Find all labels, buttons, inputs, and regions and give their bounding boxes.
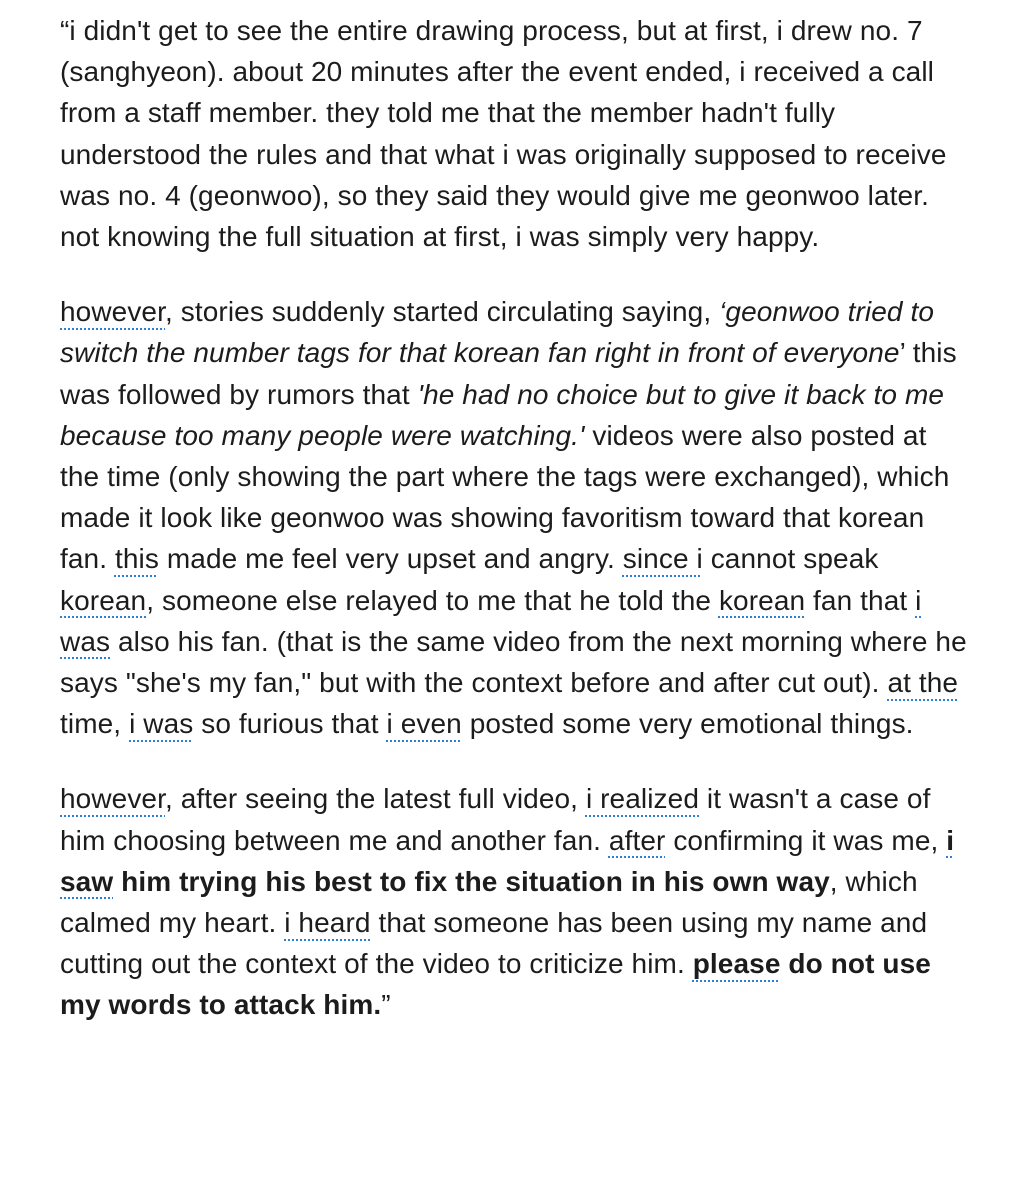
document-body <box>60 10 970 1026</box>
text-run: that someone has been using my name and cutting out the context of the video to criticize him. <box>60 907 928 980</box>
text-run: fan that <box>805 584 916 616</box>
text-run: it wasn't a case of him choosing between me and another fan. <box>60 783 931 856</box>
underlined-word: after <box>608 824 666 856</box>
text-run: also his fan. (that is the same video from the next morning where he says "she's my fan," but with the context before and after cut out). <box>60 625 967 699</box>
underlined-word: korean <box>60 584 147 616</box>
text-run: so furious that <box>193 708 387 740</box>
text-run: , which calmed my heart. <box>60 865 918 939</box>
text-run: posted some very emotional things. <box>461 708 914 740</box>
underlined-word: i heard <box>284 907 371 939</box>
text-run: , stories suddenly started circulating saying, <box>165 296 720 328</box>
underlined-word: i was <box>129 708 194 740</box>
underlined-word: i realized <box>585 783 699 815</box>
text-run: videos were also posted at the time (only showing the part where the tags were exchanged), which made it look like geonwoo was showing favoritism toward that korean fan. <box>60 419 950 575</box>
underlined-word: i even <box>386 708 462 740</box>
text-run: made me feel very upset and angry. <box>158 543 623 575</box>
bold-text: him trying his best to fix the situation in his own way <box>113 865 830 897</box>
underlined-word: however <box>60 296 165 328</box>
underlined-bold-word: i saw <box>60 824 955 897</box>
text-run: ’ this was followed by rumors that <box>60 337 957 410</box>
paragraph-3 <box>60 778 970 1025</box>
underlined-bold-word: please <box>692 948 781 980</box>
underlined-word: since i <box>622 543 703 575</box>
underlined-word: however <box>60 783 165 815</box>
text-run: , after seeing the latest full video, <box>165 783 586 815</box>
italic-quote: 'he had no choice but to give it back to me because too many people were watching.' <box>60 378 945 451</box>
underlined-word: this <box>114 543 159 575</box>
text-run: , someone else relayed to me that he told the <box>146 584 719 616</box>
text-run: ” <box>381 989 391 1021</box>
underlined-word: at the <box>887 667 959 699</box>
paragraph-2 <box>60 291 970 744</box>
paragraph-1 <box>60 10 970 257</box>
italic-quote: ‘geonwoo tried to switch the number tags for that korean fan right in front of everyone <box>60 296 935 369</box>
text-run: time, <box>60 708 130 740</box>
text-run: confirming it was me, <box>665 824 947 856</box>
text-run: cannot speak <box>702 543 879 575</box>
underlined-word: korean <box>718 584 806 616</box>
text-run: “i didn't get to see the entire drawing process, but at first, i drew no. 7 (sanghyeon). about 20 minutes after the event ended, i received a call from a staff member. they told me that the member hadn't fully understood the rules and that what i was originally supposed to receive was no. 4 (geonwoo), so they said they would give me geonwoo later. not knowing the full situation at first, i was simply very happy. <box>60 15 947 253</box>
underlined-word: i was <box>60 584 922 657</box>
bold-text: do not use my words to attack him. <box>60 948 931 1021</box>
